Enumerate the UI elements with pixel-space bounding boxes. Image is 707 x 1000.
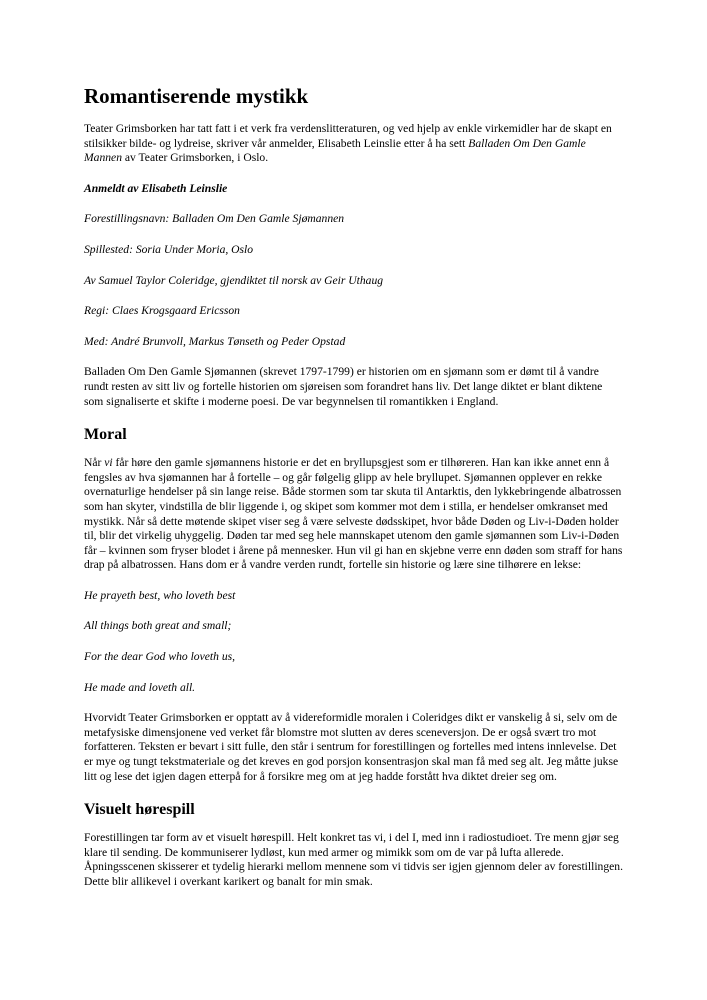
meta-author: Av Samuel Taylor Coleridge, gjendiktet til norsk av Geir Uthaug bbox=[84, 273, 384, 287]
meta-cast: Med: André Brunvoll, Markus Tønseth og Peder Opstad bbox=[84, 334, 346, 348]
meta-director: Regi: Claes Krogsgaard Ericsson bbox=[84, 304, 240, 318]
byline: Anmeldt av Elisabeth Leinslie bbox=[84, 181, 228, 195]
moral-p1-italic: vi bbox=[104, 456, 113, 470]
verse-line: He made and loveth all. bbox=[84, 680, 196, 694]
verse-line: All things both great and small; bbox=[84, 619, 232, 633]
verse-line: He prayeth best, who loveth best bbox=[84, 588, 236, 602]
intro-paragraph: Balladen Om Den Gamle Sjømannen (skrevet 1797-1799) er historien om en sjømann som er dømt til å vandre rundt resten av sitt liv og fortelle historien om sjøreisen som forandret hans liv. Det lange diktet er blant diktene som signaliserte et skifte i moderne poesi. De var begynnelsen til romantikken i England. bbox=[84, 365, 603, 408]
moral-p1-start: Når bbox=[84, 456, 105, 470]
moral-paragraph-1 bbox=[84, 456, 623, 573]
section-heading-moral: Moral bbox=[84, 426, 127, 444]
verse-line: For the dear God who loveth us, bbox=[84, 650, 236, 664]
moral-paragraph-2: Hvorvidt Teater Grimsborken er opptatt av å videreformidle moralen i Coleridges dikt er vanskelig å si, selv om de metafysiske dimensjonene ved verket får blomstre mot slutten av deres sceneversjon. De er også svært tro mot forfatteren. Teksten er bevart i sitt fulle, den står i sentrum for forestillingen og fortelles med intens innlevelse. Det er mye og tungt tekstmateriale og det kreves en god porsjon konsentrasjon skal man få med seg alt. Jeg måtte jukse litt og lese det igjen dagen etterpå for å forsikre meg om at jeg hadde forstått hva diktet dreier seg om. bbox=[84, 711, 619, 783]
meta-show-name: Forestillingsnavn: Balladen Om Den Gamle Sjømannen bbox=[84, 212, 345, 226]
moral-p1-rest: får høre den gamle sjømannens historie er det en bryllupsgjest som er tilhøreren. Han kan ikke annet enn å fengsles av hva sjømannen har å fortelle – og går følgelig glipp av hele bryllupet. Sjømannen opplever en rekke overnaturlige hendelser på sin lange reise. Både stormen som tar skuta til Antarktis, den lykkebringende albatrossen som han skyter, vindstilla de blir liggende i, og skipet som kommer mot dem i stilla, er hendelser omkranset med mystikk. Når så dette møtende skipet viser seg å være selveste dødsskipet, hvor både Døden og Liv-i-Døden holder til, blir det virkelig uhyggelig. Døden tar med seg hele mannskapet utenom den gamle sjømannen som Liv-i-Døden får – kvinnen som fryser blodet i årene på mennesker. Hun vil gi han en skjebne verre enn døden som straff for hans drap på albatrossen. Hans dom er å vandre verden rundt, fortelle sin historie og lære sine tilhørere en lekse: bbox=[84, 456, 623, 572]
article-title: Romantiserende mystikk bbox=[84, 84, 309, 108]
lead-text-start: Teater Grimsborken har tatt fatt i et verk fra verdenslitteraturen, og ved hjelp av enkle virkemidler har de skapt en stilsikker bilde- og lydreise, skriver vår anmelder, Elisabeth Leinslie etter å ha sett bbox=[84, 122, 612, 150]
meta-venue: Spillested: Soria Under Moria, Oslo bbox=[84, 242, 254, 256]
section-heading-visual: Visuelt hørespill bbox=[84, 801, 195, 819]
lead-italic-title: Balladen Om Den Gamle Mannen bbox=[84, 136, 586, 165]
article-lead bbox=[84, 122, 623, 166]
lead-text-end: av Teater Grimsborken, i Oslo. bbox=[122, 151, 269, 165]
visual-paragraph-1: Forestillingen tar form av et visuelt hørespill. Helt konkret tas vi, i del I, med inn i radiostudioet. Tre menn gjør seg klare til sending. De kommuniserer lydløst, kun med armer og mimikk som om de var på lufta allerede. Åpningsscenen skisserer et tydelig hierarki mellom mennene som vi tidvis ser igjen gjennom deler av forestillingen. Dette blir allikevel i overkant karikert og banalt for min smak. bbox=[84, 831, 623, 888]
